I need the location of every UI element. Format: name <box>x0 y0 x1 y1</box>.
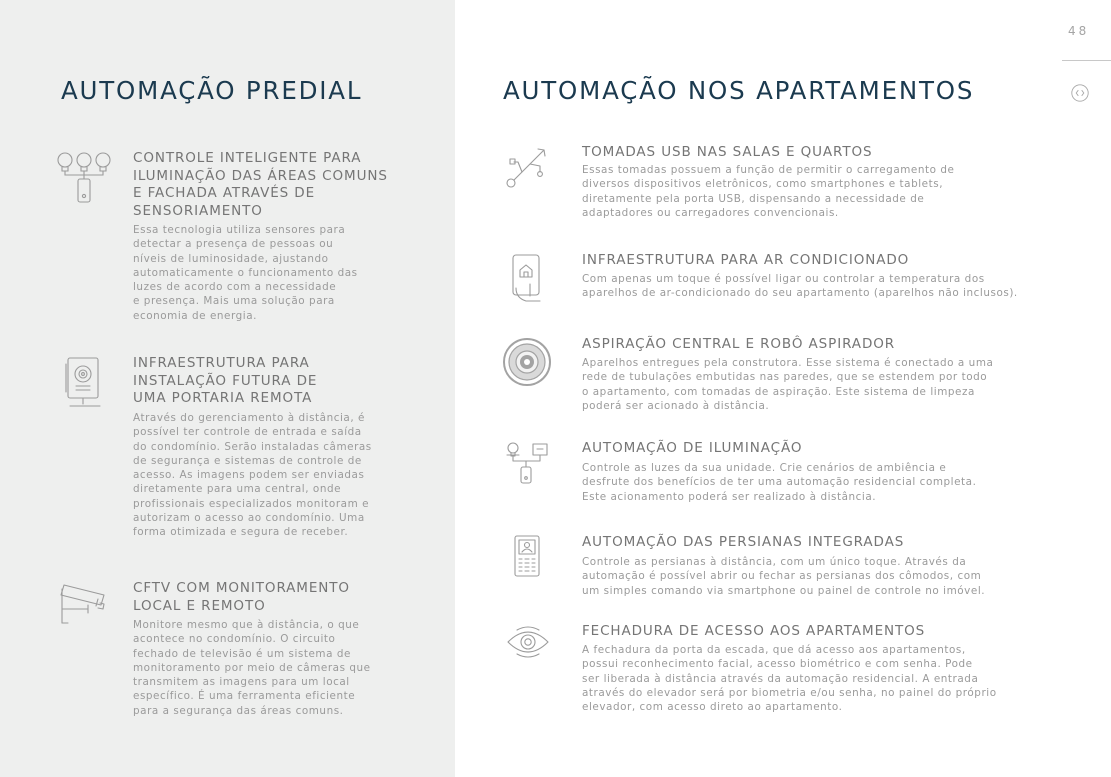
item-description: Aparelhos entregues pela construtora. Esse sistema é conectado a uma rede de tubulações embutidas nas paredes, que se estendem por todo o apartamento, com tomadas de aspiração. Este sistema de limpeza poderá ser acionado à distância. <box>582 357 994 412</box>
item-title: FECHADURA DE ACESSO AOS APARTAMENTOS <box>582 623 926 639</box>
page-number-divider <box>1062 60 1111 61</box>
intercom-camera-icon <box>64 356 104 410</box>
item-description: Essas tomadas possuem a função de permitir o carregamento de diversos dispositivos eletrônicos, como smartphones e tablets, diretamente pela porta USB, dispensando a necessidade de adaptadores ou carregadores convencionais. <box>582 164 955 219</box>
item-title: INFRAESTRUTURA PARA INSTALAÇÃO FUTURA DE UMA PORTARIA REMOTA <box>133 355 318 407</box>
item-title: AUTOMAÇÃO DAS PERSIANAS INTEGRADAS <box>582 534 905 550</box>
lightbulbs-sensor-icon <box>57 150 111 206</box>
robot-vacuum-icon <box>502 337 552 387</box>
usb-plug-icon <box>504 145 550 191</box>
item-title: CONTROLE INTELIGENTE PARA ILUMINAÇÃO DAS ÁREAS COMUNS E FACHADA ATRAVÉS DE SENSORIAMENTO <box>133 150 388 219</box>
right-heading: AUTOMAÇÃO NOS APARTAMENTOS <box>503 76 975 105</box>
cctv-camera-icon <box>60 579 108 627</box>
page-number: 48 <box>1068 24 1090 38</box>
item-title: CFTV COM MONITORAMENTO LOCAL E REMOTO <box>133 580 350 614</box>
item-description: A fechadura da porta da escada, que dá acesso aos apartamentos, possui reconhecimento facial, acesso biométrico e com senha. Pode ser liberada à distância através da automação residencial. A entrada através do elevador será por biometria e/ou senha, no painel do próprio elevador, com acesso direto ao apartamento. <box>582 644 997 714</box>
item-description: Controle as persianas à distância, com um único toque. Através da automação é possível abrir ou fechar as persianas dos cômodos, com um simples comando via smartphone ou painel de controle no imóvel. <box>582 556 986 597</box>
smartphone-home-icon <box>510 252 544 304</box>
item-title: INFRAESTRUTURA PARA AR CONDICIONADO <box>582 252 910 268</box>
page-nav-icon[interactable] <box>1071 84 1089 102</box>
lighting-automation-icon <box>504 441 550 487</box>
item-description: Através do gerenciamento à distância, é possível ter controle de entrada e saída do condomínio. Serão instaladas câmeras de segurança e sistemas de controle de acesso. As imagens podem ser enviadas diretamente para uma central, onde profissionais especializados monitoram e autorizam o acesso ao condomínio. Uma forma otimizada e segura de receber. <box>133 412 372 539</box>
eye-scan-icon <box>505 622 551 662</box>
item-title: TOMADAS USB NAS SALAS E QUARTOS <box>582 144 873 160</box>
item-description: Com apenas um toque é possível ligar ou controlar a temperatura dos aparelhos de ar-condicionado do seu apartamento (aparelhos não inclusos). <box>582 273 1018 300</box>
left-heading: AUTOMAÇÃO PREDIAL <box>61 76 363 105</box>
item-description: Controle as luzes da sua unidade. Crie cenários de ambiência e desfrute dos benefícios de ter uma automação residencial completa. Este acionamento poderá ser realizado à distância. <box>582 462 977 503</box>
item-description: Monitore mesmo que à distância, o que acontece no condomínio. O circuito fechado de televisão é um sistema de monitoramento por meio de câmeras que transmitem as imagens para um local específico. É uma ferramenta eficiente para a segurança das áreas comuns. <box>133 619 371 717</box>
item-description: Essa tecnologia utiliza sensores para detectar a presença de pessoas ou níveis de luminosidade, ajustando automaticamente o funcionamento das luzes de acordo com a necessidade e presença. Mais uma solução para economia de energia. <box>133 224 358 322</box>
item-title: ASPIRAÇÃO CENTRAL E ROBÔ ASPIRADOR <box>582 336 896 352</box>
blinds-control-panel-icon <box>512 534 542 578</box>
item-title: AUTOMAÇÃO DE ILUMINAÇÃO <box>582 440 803 456</box>
